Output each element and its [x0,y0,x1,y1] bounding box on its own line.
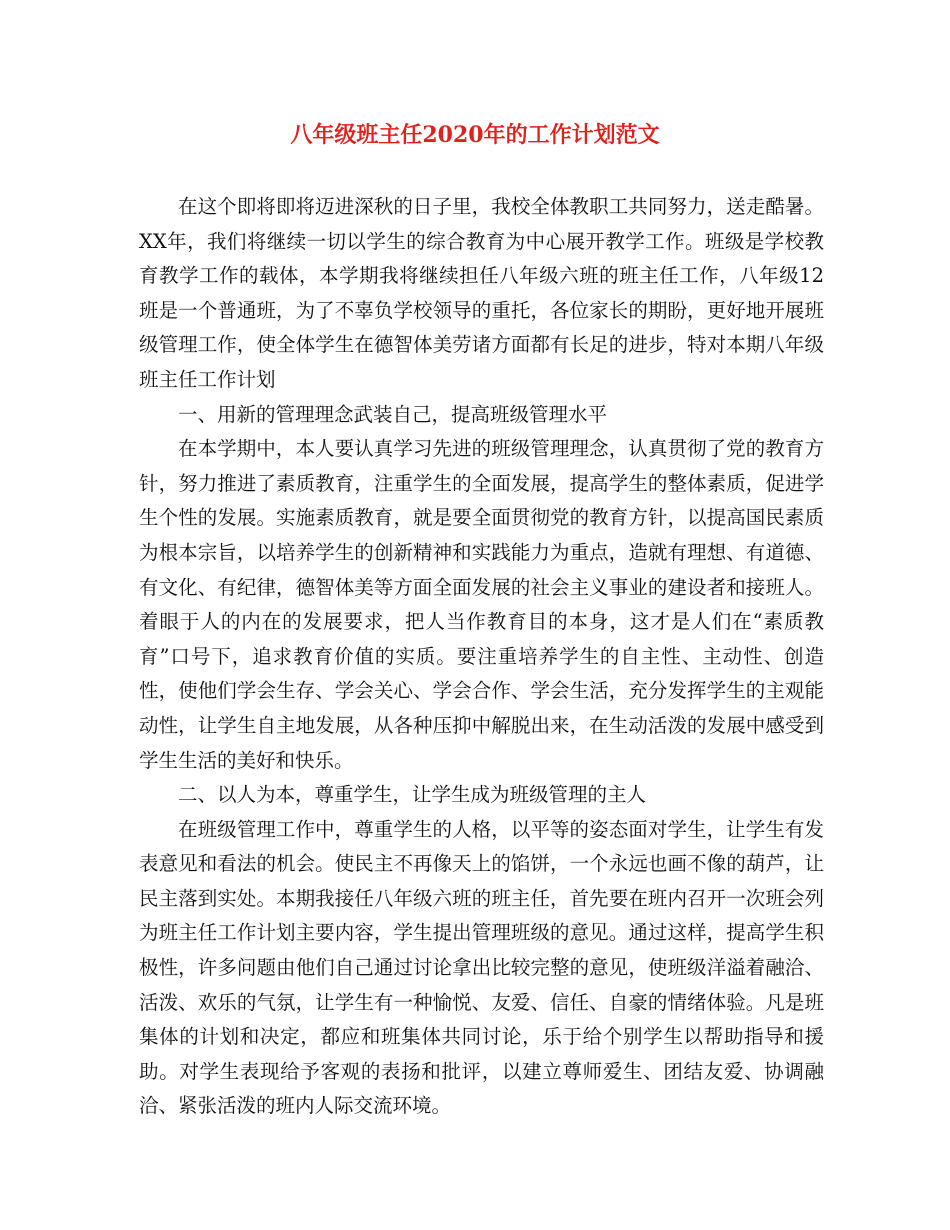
section-heading-1: 一、用新的管理理念武装自己，提高班级管理水平 [178,402,608,426]
document-title: 八年级班主任2020年的工作计划范文 [290,122,660,148]
paragraph-section-1: 在本学期中，本人要认真学习先进的班级管理理念，认真贯彻了党的教育方针，努力推进了素质教育，注重学生的全面发展，提高学生的整体素质，促进学生个性的发展。实施素质教育，就是要全面贯彻党的教育方针，以提高国民素质为根本宗旨，以培养学生的创新精神和实践能力为重点，造就有理想、有道德、有文化、有纪律，德智体美等方面全面发展的社会主义事业的建设者和接班人。着眼于人的内在的发展要求，把人当作教育目的本身，这才是人们在“素质教育”口号下，追求教育价值的实质。要注重培养学生的自主性、主动性、创造性，使他们学会生存、学会关心、学会合作、学会生活，充分发挥学生的主观能动性，让学生自主地发展，从各种压抑中解脱出来，在生动活泼的发展中感受到学生生活的美好和快乐。 [139,437,824,772]
section-heading-2: 二、以人为本，尊重学生，让学生成为班级管理的主人 [178,783,647,807]
paragraph-intro: 在这个即将即将迈进深秋的日子里，我校全体教职工共同努力，送走酷暑。XX年，我们将继续一切以学生的综合教育为中心展开教学工作。班级是学校教育教学工作的载体，本学期我将继续担任八年级六班的班主任工作，八年级12班是一个普通班，为了不辜负学校领导的重托，各位家长的期盼，更好地开展班级管理工作，使全体学生在德智体美劳诸方面都有长足的进步，特对本期八年级班主任工作计划 [139,195,824,391]
paragraph-section-2: 在班级管理工作中，尊重学生的人格，以平等的姿态面对学生，让学生有发表意见和看法的机会。使民主不再像天上的馅饼，一个永远也画不像的葫芦，让民主落到实处。本期我接任八年级六班的班主任，首先要在班内召开一次班会列为班主任工作计划主要内容，学生提出管理班级的意见。通过这样，提高学生积极性，许多问题由他们自己通过讨论拿出比较完整的意见，使班级洋溢着融洽、活泼、欢乐的气氛，让学生有一种愉悦、友爱、信任、自豪的情绪体验。凡是班集体的计划和决定，都应和班集体共同讨论，乐于给个别学生以帮助指导和援助。对学生表现给予客观的表扬和批评，以建立尊师爱生、团结友爱、协调融洽、紧张活泼的班内人际交流环境。 [139,817,824,1118]
document-body [139,190,824,1124]
